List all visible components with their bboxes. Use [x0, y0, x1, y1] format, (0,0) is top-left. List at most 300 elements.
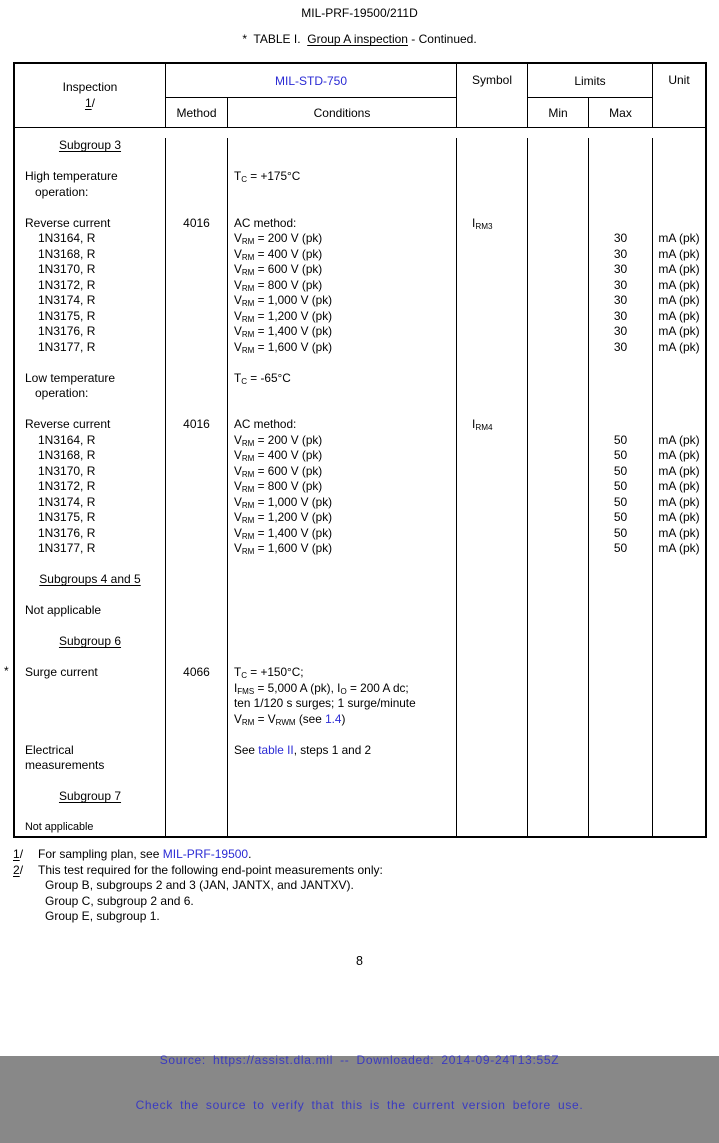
cell-unit: mA (pk) [658, 510, 700, 524]
cell-max-limit [589, 402, 653, 418]
cell-unit: mA (pk) [658, 494, 700, 509]
cell-method [166, 200, 228, 216]
cell-conditions: $I_{FMS} = 5,000$ A (pk), $I_O = 200$ A dc; [228, 681, 457, 697]
cell-unit: mA (pk) [658, 432, 700, 447]
cell-method [166, 510, 228, 526]
subscript: RM [241, 329, 255, 339]
subscript: RM [241, 283, 255, 293]
cell-symbol [457, 324, 528, 340]
cell-inspection [15, 774, 166, 790]
cell-max-limit: 30 [589, 324, 653, 340]
cell-symbol [457, 340, 528, 356]
cell-unit: mA (pk) [658, 525, 700, 540]
cell-min-limit [528, 634, 589, 650]
cell-min-limit [528, 650, 589, 666]
cell-unit [653, 417, 705, 433]
cell-min-limit [528, 758, 589, 774]
cell-method [166, 727, 228, 743]
footnote-text: Group E, subgroup 1. [45, 909, 160, 924]
table-row [15, 541, 705, 557]
footnote-row [13, 894, 383, 910]
subscript: RM [241, 314, 255, 324]
cell-inspection: Not applicable [15, 820, 166, 836]
col-header-symbol: Symbol [457, 64, 528, 127]
cell-min-limit [528, 510, 589, 526]
subscript: RM [241, 515, 255, 525]
cell-max-limit [589, 820, 653, 836]
cell-unit [653, 154, 705, 170]
link[interactable]: MIL-PRF-19500 [162, 847, 249, 861]
cell-conditions [228, 603, 457, 619]
cell-conditions: $V_{RM} = 200$ V (pk) [228, 231, 457, 247]
cell-symbol [457, 619, 528, 635]
table-row [15, 758, 705, 774]
cell-conditions: $T_C = -65^\circ C$ [228, 371, 457, 387]
table-row [15, 185, 705, 201]
cell-symbol [457, 541, 528, 557]
link[interactable]: MIL-STD-750 [274, 73, 348, 88]
cell-inspection [15, 200, 166, 216]
cell-symbol [457, 355, 528, 371]
cell-symbol [457, 789, 528, 805]
subscript: RM [241, 236, 255, 246]
cell-max-limit [589, 417, 653, 433]
cell-method [166, 650, 228, 666]
cell-symbol [457, 154, 528, 170]
cell-method [166, 557, 228, 573]
table-row [15, 634, 705, 650]
underlined-text: Subgroup 6 [58, 634, 122, 648]
table-row [15, 293, 705, 309]
cell-symbol [457, 371, 528, 387]
cell-symbol [457, 696, 528, 712]
cell-inspection [15, 557, 166, 573]
cell-unit [653, 727, 705, 743]
cell-inspection: Not applicable [15, 603, 166, 619]
cell-symbol [457, 634, 528, 650]
footnote-row [13, 909, 383, 925]
cell-unit [653, 200, 705, 216]
cell-method [166, 789, 228, 805]
cell-inspection: 1N3170, R [15, 262, 166, 278]
cell-max-limit [589, 185, 653, 201]
cell-min-limit [528, 138, 589, 154]
cell-max-limit: 30 [589, 247, 653, 263]
cell-max-limit [589, 727, 653, 743]
cell-symbol [457, 402, 528, 418]
cell-max-limit: 30 [589, 340, 653, 356]
cell-inspection: 1N3170, R [15, 464, 166, 480]
table-row [15, 743, 705, 759]
cell-max-limit [589, 758, 653, 774]
cell-conditions [228, 619, 457, 635]
cell-min-limit [528, 278, 589, 294]
cell-method [166, 712, 228, 728]
col-header-limits: Limits [528, 64, 653, 98]
subscript: RM [241, 267, 255, 277]
cell-symbol [457, 712, 528, 728]
cell-symbol [457, 293, 528, 309]
table-row [15, 247, 705, 263]
cell-min-limit [528, 417, 589, 433]
cell-unit: mA (pk) [658, 339, 700, 354]
cell-min-limit [528, 262, 589, 278]
cell-method [166, 774, 228, 790]
cell-inspection [15, 572, 166, 588]
subscript: C [241, 670, 248, 680]
cell-method [166, 758, 228, 774]
table-row [15, 526, 705, 542]
cell-unit: mA (pk) [658, 246, 700, 261]
cell-inspection: 1N3176, R [15, 324, 166, 340]
cell-conditions: AC method: [228, 216, 457, 232]
table-row [15, 402, 705, 418]
cell-method [166, 278, 228, 294]
cell-unit [653, 572, 705, 588]
cell-symbol [457, 169, 528, 185]
cell-unit: mA (pk) [658, 463, 700, 478]
cell-min-limit [528, 743, 589, 759]
table-row [15, 789, 705, 805]
cell-conditions [228, 572, 457, 588]
cell-inspection: 1N3172, R [15, 479, 166, 495]
table-body [15, 128, 705, 836]
cell-max-limit: 50 [589, 541, 653, 557]
cell-conditions [228, 355, 457, 371]
cell-min-limit [528, 309, 589, 325]
underlined-text: Subgroup 7 [58, 789, 122, 803]
cell-method: 4016 [166, 216, 228, 232]
cell-symbol [457, 138, 528, 154]
cell-max-limit [589, 154, 653, 170]
subscript: RM [241, 484, 255, 494]
cell-conditions: ten 1/120 s surges; 1 surge/minute [228, 696, 457, 712]
cell-conditions: $V_{RM} = 800$ V (pk) [228, 479, 457, 495]
cell-unit: mA (pk) [658, 277, 700, 292]
subscript: RM [241, 453, 255, 463]
cell-unit [653, 696, 705, 712]
table-row [15, 417, 705, 433]
cell-symbol [457, 200, 528, 216]
cell-min-limit [528, 386, 589, 402]
cell-conditions: $V_{RM} = 1,400$ V (pk) [228, 324, 457, 340]
cell-symbol [457, 495, 528, 511]
subscript: RM [241, 717, 255, 727]
page-number: 8 [356, 954, 363, 968]
cell-min-limit [528, 154, 589, 170]
cell-inspection: 1N3164, R [15, 231, 166, 247]
cell-inspection: Reverse current [15, 417, 166, 433]
col-header-conditions: Conditions [228, 98, 457, 127]
cell-inspection: 1N3175, R [15, 309, 166, 325]
footnote-marker [13, 894, 38, 910]
cell-max-limit: 50 [589, 495, 653, 511]
cell-method [166, 185, 228, 201]
cell-conditions [228, 805, 457, 821]
cell-method [166, 231, 228, 247]
col-header-inspection [15, 64, 166, 127]
underlined-text: Subgroups 4 and 5 [39, 572, 141, 586]
cell-unit [653, 820, 705, 836]
cell-max-limit [589, 681, 653, 697]
cell-conditions [228, 200, 457, 216]
cell-inspection [15, 138, 166, 154]
cell-method [166, 479, 228, 495]
cell-symbol [457, 665, 528, 681]
cell-max-limit [589, 665, 653, 681]
underlined-text: Subgroup 3 [58, 138, 122, 152]
cell-method [166, 293, 228, 309]
cell-conditions: $V_{RM} = 600$ V (pk) [228, 464, 457, 480]
underlined-text: 1 [13, 847, 20, 861]
cell-conditions: AC method: [228, 417, 457, 433]
cell-conditions [228, 650, 457, 666]
cell-symbol [457, 231, 528, 247]
cell-method [166, 634, 228, 650]
cell-symbol: $I_{RM3}$ [457, 216, 528, 232]
cell-min-limit [528, 464, 589, 480]
cell-conditions [228, 154, 457, 170]
cell-symbol [457, 247, 528, 263]
cell-inspection: Low temperature [15, 371, 166, 387]
cell-symbol [457, 774, 528, 790]
cell-unit [653, 185, 705, 201]
cell-conditions [228, 386, 457, 402]
cell-symbol [457, 510, 528, 526]
cell-conditions [228, 758, 457, 774]
cell-max-limit: 30 [589, 262, 653, 278]
cell-max-limit: 50 [589, 433, 653, 449]
cell-min-limit [528, 541, 589, 557]
cell-symbol [457, 805, 528, 821]
cell-max-limit [589, 169, 653, 185]
col-header-method: Method [166, 98, 228, 127]
cell-conditions: $V_{RM} = 1,600$ V (pk) [228, 340, 457, 356]
cell-max-limit [589, 712, 653, 728]
cell-conditions: $V_{RM} = 800$ V (pk) [228, 278, 457, 294]
cell-symbol [457, 185, 528, 201]
cell-unit [653, 774, 705, 790]
cell-method [166, 340, 228, 356]
table-row [15, 572, 705, 588]
cell-method [166, 681, 228, 697]
cell-conditions: $V_{RM} = 1,200$ V (pk) [228, 309, 457, 325]
subscript: C [241, 376, 248, 386]
cell-inspection [15, 712, 166, 728]
cell-max-limit [589, 200, 653, 216]
table-row [15, 216, 705, 232]
cell-max-limit [589, 650, 653, 666]
cell-method [166, 495, 228, 511]
cell-min-limit [528, 216, 589, 232]
subscript: FMS [237, 686, 255, 696]
subscript: RM [241, 298, 255, 308]
cell-symbol [457, 572, 528, 588]
cell-inspection [15, 696, 166, 712]
cell-method [166, 619, 228, 635]
cell-unit [653, 371, 705, 387]
cell-inspection [15, 727, 166, 743]
footnote-row [13, 847, 383, 863]
subscript: RM [241, 500, 255, 510]
cell-min-limit [528, 324, 589, 340]
cell-method [166, 138, 228, 154]
col-header-inspection-footnote-ref: 1/ [84, 95, 96, 110]
cell-inspection: 1N3168, R [15, 448, 166, 464]
cell-max-limit [589, 805, 653, 821]
cell-method [166, 402, 228, 418]
subscript: RM [241, 438, 255, 448]
cell-min-limit [528, 371, 589, 387]
cell-min-limit [528, 696, 589, 712]
cell-unit [653, 402, 705, 418]
footnote-marker: 2/ [13, 862, 24, 877]
cell-min-limit [528, 774, 589, 790]
cell-conditions: $V_{RM} = 400$ V (pk) [228, 448, 457, 464]
cell-max-limit [589, 696, 653, 712]
cell-symbol [457, 727, 528, 743]
cell-max-limit [589, 743, 653, 759]
table-row [15, 386, 705, 402]
cell-max-limit: 30 [589, 231, 653, 247]
cell-unit [653, 386, 705, 402]
cell-inspection: Reverse current [15, 216, 166, 232]
table-row [15, 309, 705, 325]
cell-inspection: 1N3174, R [15, 293, 166, 309]
subscript: RM4 [475, 422, 493, 432]
cell-symbol [457, 603, 528, 619]
cell-conditions [228, 185, 457, 201]
table-row [15, 619, 705, 635]
cell-inspection [15, 355, 166, 371]
cell-max-limit [589, 588, 653, 604]
cell-max-limit [589, 371, 653, 387]
cell-method [166, 588, 228, 604]
table-row [15, 774, 705, 790]
cell-inspection: 1N3168, R [15, 247, 166, 263]
cell-min-limit [528, 712, 589, 728]
footnote-marker: 1/ [13, 847, 24, 861]
cell-min-limit [528, 448, 589, 464]
cell-conditions: $V_{RM} = 1,400$ V (pk) [228, 526, 457, 542]
cell-max-limit [589, 216, 653, 232]
table-row [15, 433, 705, 449]
table-row [15, 278, 705, 294]
cell-symbol [457, 278, 528, 294]
link[interactable]: table II [258, 742, 294, 757]
footnote-marker [13, 878, 38, 894]
cell-min-limit [528, 805, 589, 821]
cell-conditions [228, 789, 457, 805]
cell-method [166, 355, 228, 371]
cell-inspection: High temperature [15, 169, 166, 185]
cell-conditions [228, 588, 457, 604]
cell-max-limit: 30 [589, 293, 653, 309]
cell-inspection: operation: [15, 386, 166, 402]
cell-max-limit: 50 [589, 464, 653, 480]
cell-unit [653, 138, 705, 154]
cell-symbol [457, 758, 528, 774]
footnote-text: Group B, subgroups 2 and 3 (JAN, JANTX, and JANTXV). [45, 878, 354, 893]
cell-min-limit [528, 169, 589, 185]
cell-conditions: $T_C = +150^\circ C$; [228, 665, 457, 681]
cell-conditions [228, 557, 457, 573]
cell-unit: mA (pk) [658, 448, 700, 462]
cell-unit: mA (pk) [658, 293, 700, 307]
table-row [15, 231, 705, 247]
cell-unit: mA (pk) [658, 262, 700, 276]
cell-unit [653, 712, 705, 728]
cell-max-limit [589, 355, 653, 371]
cell-unit: mA (pk) [658, 541, 700, 555]
table-row [15, 169, 705, 185]
cell-min-limit [528, 355, 589, 371]
cell-conditions [228, 774, 457, 790]
cell-inspection [15, 619, 166, 635]
cell-conditions: See table II, steps 1 and 2 [228, 743, 457, 759]
cell-symbol [457, 557, 528, 573]
footnote-text: Group C, subgroup 2 and 6. [45, 893, 194, 908]
cell-unit [653, 743, 705, 759]
cell-min-limit [528, 727, 589, 743]
cell-unit [653, 665, 705, 681]
cell-unit: mA (pk) [658, 231, 700, 245]
footnote-text: For sampling plan, see MIL-PRF-19500. [38, 847, 252, 861]
cell-unit [653, 681, 705, 697]
cell-symbol: $I_{RM4}$ [457, 417, 528, 433]
table-row [15, 727, 705, 743]
table-row [15, 355, 705, 371]
cell-max-limit [589, 557, 653, 573]
cell-method [166, 247, 228, 263]
cell-method [166, 603, 228, 619]
cell-method [166, 743, 228, 759]
table-row [15, 200, 705, 216]
col-header-max: Max [589, 98, 653, 127]
link[interactable]: 1.4 [325, 711, 342, 726]
cell-symbol [457, 448, 528, 464]
subscript: C [241, 174, 248, 184]
cell-max-limit: 30 [589, 278, 653, 294]
cell-method [166, 371, 228, 387]
cell-conditions [228, 820, 457, 836]
cell-min-limit [528, 619, 589, 635]
table-row [15, 262, 705, 278]
cell-conditions: $V_{RM} = 1,000$ V (pk) [228, 495, 457, 511]
subscript: RM [241, 252, 255, 262]
table-row [15, 154, 705, 170]
cell-max-limit: 30 [589, 309, 653, 325]
table-row [15, 650, 705, 666]
cell-conditions [228, 727, 457, 743]
cell-min-limit [528, 572, 589, 588]
table-row [15, 371, 705, 387]
table-row [15, 665, 705, 681]
cell-min-limit [528, 495, 589, 511]
cell-unit [653, 789, 705, 805]
underlined-text: Group A inspection [307, 32, 408, 46]
table-header [15, 64, 705, 128]
footnote-row [13, 863, 383, 879]
cell-unit [653, 588, 705, 604]
cell-min-limit [528, 231, 589, 247]
cell-min-limit [528, 402, 589, 418]
cell-method: 4016 [166, 417, 228, 433]
cell-inspection: Electrical [15, 743, 166, 759]
table-row [15, 464, 705, 480]
cell-conditions: $T_C = +175^\circ C$ [228, 169, 457, 185]
cell-method [166, 262, 228, 278]
